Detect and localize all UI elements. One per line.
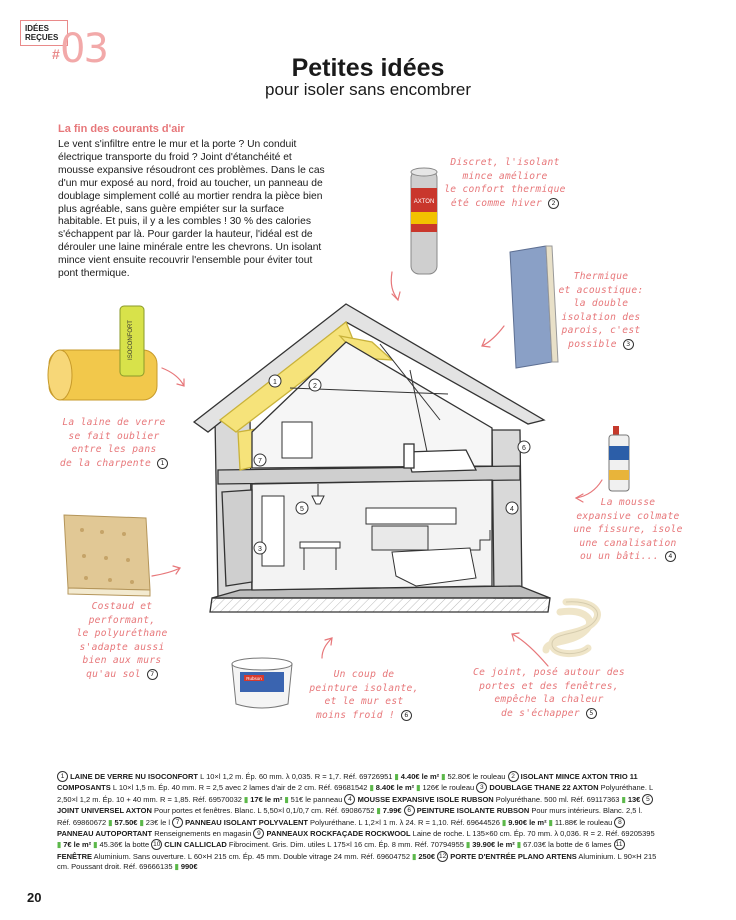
spec-2-name: ISOLANT MINCE AXTON TRIO 11 COMPOSANTS (57, 772, 638, 793)
house-label-7: 7 (258, 458, 262, 465)
note-7-line-6: qu'au sol (86, 668, 141, 680)
note-polyurethane (66, 600, 178, 682)
spec-7-price: 9.90€ le m² (508, 817, 547, 827)
note-7-line-3: le polyuréthane (76, 628, 168, 640)
spec-1-name: LAINE DE VERRE NU ISOCONFORT (70, 772, 199, 781)
spec-7-number: 7 (172, 817, 183, 828)
spec-12-number: 12 (439, 852, 447, 860)
spec-4-price: 13€ (627, 794, 641, 804)
note-4-line-3: une fissure, isole (573, 524, 683, 536)
spec-9-price: 7€ le m² (63, 840, 92, 850)
note-7-line-4: s'adapte aussi (79, 641, 165, 653)
spec-7-unit-price: 11.88€ le rouleau (552, 817, 615, 827)
badge-number: 03 (60, 26, 107, 72)
spec-6-price: 57.50€ (114, 817, 138, 827)
note-7-line-5: bien aux murs (82, 655, 162, 667)
house-label-4: 4 (510, 506, 514, 513)
spec-2-details: L 10×l 1,5 m. Ép. 40 mm. R = 2,5 avec 2 lames d'air de 2 cm. Réf. 69681542 (110, 783, 370, 793)
wool-brand-text: ISOCONFORT (128, 320, 134, 360)
note-4-line-4: une canalisation (579, 537, 677, 549)
spec-4-number: 4 (344, 794, 355, 805)
spec-11-name: FENÊTRE (57, 851, 93, 861)
spec-9-unit-price: 45.36€ la botte (97, 840, 152, 850)
note-2-line-4: été comme hiver (450, 197, 543, 209)
note-6-number: 6 (401, 710, 412, 721)
note-4-number: 4 (665, 551, 676, 562)
spec-2-number: 2 (508, 771, 519, 782)
badge-hash: # (52, 46, 60, 62)
paint-brand-text: Rubson (246, 676, 262, 681)
spec-9-name: PANNEAUX ROCKFAÇADE ROCKWOOL (266, 829, 411, 839)
note-7-number: 7 (147, 669, 158, 680)
note-1-line-4: de la charpente (59, 457, 152, 469)
spec-10-number: 10 (153, 841, 161, 849)
note-7-line-2: performant, (88, 614, 156, 626)
section-body: Le vent s'infiltre entre le mur et la porte ? Un conduit électrique transporte du froid ? Joint d'étanchéité et mousse expansive résoudront ces problèmes. Dans le cas d'un mur exposé au nord, froid au toucher, un panneau de doublage simplement collé au mortier rendra la pièce bien plus agréable, sans guère empiéter sur la surface habitable. Et puis, il y a les combles ! 30 % des calories s'échappent par là. Pour garder la hauteur, l'idéal est de dérouler une laine minérale entre les chevrons. Un isolant mince vient ensuite recouvrir l'ensemble pour éviter tout pont thermique. (58, 139, 325, 280)
spec-2-unit-price: 126€ le rouleau (420, 783, 477, 793)
spec-10-price: 39.90€ le m² (472, 840, 515, 850)
note-1-line-3: entre les pans (71, 444, 157, 456)
note-expanding-foam (566, 496, 690, 564)
spec-5-name: JOINT UNIVERSEL AXTON (57, 806, 152, 816)
note-2-line-1: Discret, l'isolant (450, 157, 560, 168)
spec-8-name: PANNEAU AUTOPORTANT (57, 829, 153, 839)
note-3-number: 3 (623, 339, 634, 350)
house-cross-section (194, 304, 550, 612)
spec-3-name: DOUBLAGE THANE 22 AXTON (489, 783, 599, 793)
note-thin-insulation (440, 156, 570, 210)
note-2-number: 2 (548, 198, 559, 209)
page-title: Petites idées (291, 54, 445, 82)
note-6-line-2: peinture isolante, (309, 682, 419, 694)
paint-bucket-product (232, 658, 292, 708)
note-5-number: 5 (586, 708, 597, 719)
spec-10-details: Fibrociment. Gris. Dim. utiles L 175×l 16 cm. Ép. 8 mm. Réf. 70794955 (226, 840, 466, 850)
house-label-2: 2 (313, 383, 317, 390)
note-5-line-3: empêche la chaleur (494, 694, 604, 706)
note-insulating-paint (302, 668, 426, 722)
spec-12-details: Aluminium. L 90×H 215 cm. Poussant droit. Réf. 69666135 (57, 851, 657, 872)
spec-6-details: Pour murs intérieurs. Blanc. 2,5 l. Réf. 69860672 (57, 806, 643, 827)
note-4-line-5: ou un bâti... (579, 551, 659, 563)
note-6-line-1: Un coup de (333, 669, 395, 680)
spec-1-details: L 10×l 1,2 m. Ép. 60 mm. λ 0,035. R = 1,7. Réf. 69726951 (198, 772, 395, 781)
spec-5-price: 7.99€ (382, 806, 402, 816)
glass-wool-product (48, 306, 157, 400)
page-subtitle: pour isoler sans encombrer (265, 80, 471, 99)
house-label-6: 6 (522, 445, 526, 452)
polyurethane-board-product (64, 515, 150, 596)
note-4-line-1: La mousse (600, 497, 656, 508)
spec-8-details: Renseignements en magasin (152, 829, 254, 839)
foam-can-product (609, 426, 629, 491)
note-seal-joint (466, 666, 632, 720)
spec-4-details: Polyuréthane. 500 ml. Réf. 69117363 (493, 794, 622, 804)
note-7-line-1: Costaud et (91, 601, 153, 612)
note-3-line-4: isolation des (561, 311, 641, 323)
note-doubling-panel (554, 270, 648, 352)
badge-line1: IDÉES (25, 24, 50, 33)
note-5-line-2: portes et des fenêtres, (479, 680, 619, 692)
spec-6-name: PEINTURE ISOLANTE RUBSON (416, 806, 530, 816)
spec-3-details: Polyuréthane. L 2,50×l 1,2 m. Ép. 10 + 40 mm. R = 1,85. Réf. 69570032 (57, 783, 653, 804)
spec-10-name: CLIN CALLICLAD (164, 840, 227, 850)
spec-1-price: 4.40€ le m² (400, 772, 440, 781)
spec-11-price: 250€ (418, 851, 436, 861)
spec-7-details: Polyuréthane. L 1,2×l 1 m. λ 24. R = 1,10. Réf. 69644526 (307, 817, 502, 827)
section-title: La fin des courants d'air (58, 123, 185, 135)
spec-10-unit-price: 67.03€ la botte de 6 lames (521, 840, 614, 850)
note-6-line-4: moins froid ! (315, 709, 395, 721)
spec-8-number: 8 (614, 817, 625, 828)
note-3-line-6: possible (568, 338, 617, 350)
note-2-line-2: mince améliore (462, 170, 548, 182)
badge-line2: REÇUES (25, 33, 59, 42)
spec-12-price: 990€ (180, 862, 198, 872)
spec-1-number: 1 (57, 771, 68, 782)
seal-joint-product (546, 602, 598, 654)
note-3-line-1: Thermique (573, 271, 629, 282)
note-1-line-1: La laine de verre (62, 417, 166, 428)
note-glass-wool (54, 416, 174, 470)
note-2-line-3: le confort thermique (444, 184, 566, 196)
spec-7-name: PANNEAU ISOLANT POLYVALENT (185, 817, 308, 827)
spec-3-unit-price: 51€ le panneau (288, 794, 345, 804)
product-specifications: 1 LAINE DE VERRE NU ISOCONFORT L 10×l 1,2 m. Ép. 60 mm. λ 0,035. R = 1,7. Réf. 69726951 ▮ 4.40€ le m² ▮ 52.80€ le rouleau 2 ISOLANT MINCE AXTON TRIO 11 COMPOSANTS L 10×l 1,5 m. Ép. 40 mm. R = 2,5 avec 2 lames d'air de 2 cm. Réf. 69681542 ▮ 8.40€ le m² ▮ 126€ le rouleau 3 DOUBLAGE THANE 22 AXTON Polyuréthane. L 2,50×l 1,2 m. Ép. 10 + 40 mm. R = 1,85. Réf. 69570032 ▮ 17€ le m² ▮ 51€ le panneau 4 MOUSSE EXPANSIVE ISOLE RUBSON Polyuréthane. 500 ml. Réf. 69117363 ▮ 13€ 5 JOINT UNIVERSEL AXTON Pour portes et fenêtres. Blanc. L 5,50×l 0,1/0,7 cm. Réf. 69086752 ▮ 7.99€ 6 PEINTURE ISOLANTE RUBSON Pour murs intérieurs. Blanc. 2,5 l. Réf. 69860672 ▮ 57.50€ ▮ 23€ le l 7 PANNEAU ISOLANT POLYVALENT Polyuréthane. L 1,2×l 1 m. λ 24. R = 1,10. Réf. 69644526 ▮ 9.90€ le m² ▮ 11.88€ le rouleau 8 PANNEAU AUTOPORTANT Renseignements en magasin 9 PANNEAUX ROCKFAÇADE ROCKWOOL Laine de roche. L 135×60 cm. Ép. 70 mm. λ 0,036. R = 2. Réf. 69205395 ▮ 7€ le m² ▮ 45.36€ la botte 10 CLIN CALLICLAD Fibrociment. Gris. Dim. utiles L 175×l 16 cm. Ép. 8 mm. Réf. 70794955 ▮ 39.90€ le m² ▮ 67.03€ la botte de 6 lames 11 FENÊTRE Aluminium. Sans ouverture. L 60×H 215 cm. Ép. 45 mm. Double vitrage 24 mm. Réf. 69604752 ▮ 250€ 12 PORTE D'ENTRÉE PLANO ARTENS Aluminium. L 90×H 215 cm. Poussant droit. Réf. 69666135 ▮ 990€ (57, 772, 657, 872)
spec-9-number: 9 (253, 828, 264, 839)
spec-1-unit-price: 52.80€ le rouleau (445, 772, 508, 781)
spec-5-details: Pour portes et fenêtres. Blanc. L 5,50×l 0,1/0,7 cm. Réf. 69086752 (151, 806, 377, 816)
note-4-line-2: expansive colmate (576, 510, 680, 522)
spec-11-number: 11 (614, 839, 625, 850)
spec-12-name: PORTE D'ENTRÉE PLANO ARTENS (450, 851, 577, 861)
spec-4-name: MOUSSE EXPANSIVE ISOLE RUBSON (357, 794, 494, 804)
spec-2-price: 8.40€ le m² (375, 783, 415, 793)
spec-6-unit-price: 23€ le l (143, 817, 173, 827)
spec-6-number: 6 (404, 805, 415, 816)
spec-5-number: 5 (642, 794, 653, 805)
page-number: 20 (27, 890, 42, 905)
house-label-3: 3 (258, 546, 262, 553)
spec-3-price: 17€ le m² (250, 794, 283, 804)
insulating-roll-product (411, 168, 437, 274)
note-3-line-5: parois, c'est (561, 325, 641, 337)
note-5-line-1: Ce joint, posé autour des (473, 667, 625, 678)
house-label-1: 1 (273, 379, 277, 386)
note-5-line-4: de s'échapper (500, 707, 580, 719)
spec-9-details: Laine de roche. L 135×60 cm. Ép. 70 mm. λ 0,036. R = 2. Réf. 69205395 (410, 829, 655, 839)
note-3-line-3: la double (573, 298, 629, 310)
roll-brand-text: AXTON (413, 199, 435, 205)
note-1-line-2: se fait oublier (68, 430, 160, 442)
note-1-number: 1 (157, 458, 168, 469)
note-3-line-2: et acoustique: (558, 284, 644, 296)
doubling-panel-product (510, 246, 558, 368)
spec-11-details: Aluminium. Sans ouverture. L 60×H 215 cm. Ép. 45 mm. Double vitrage 24 mm. Réf. 69604752 (92, 851, 413, 861)
note-6-line-3: et le mur est (324, 696, 404, 708)
house-label-5: 5 (300, 506, 304, 513)
spec-3-number: 3 (476, 782, 487, 793)
